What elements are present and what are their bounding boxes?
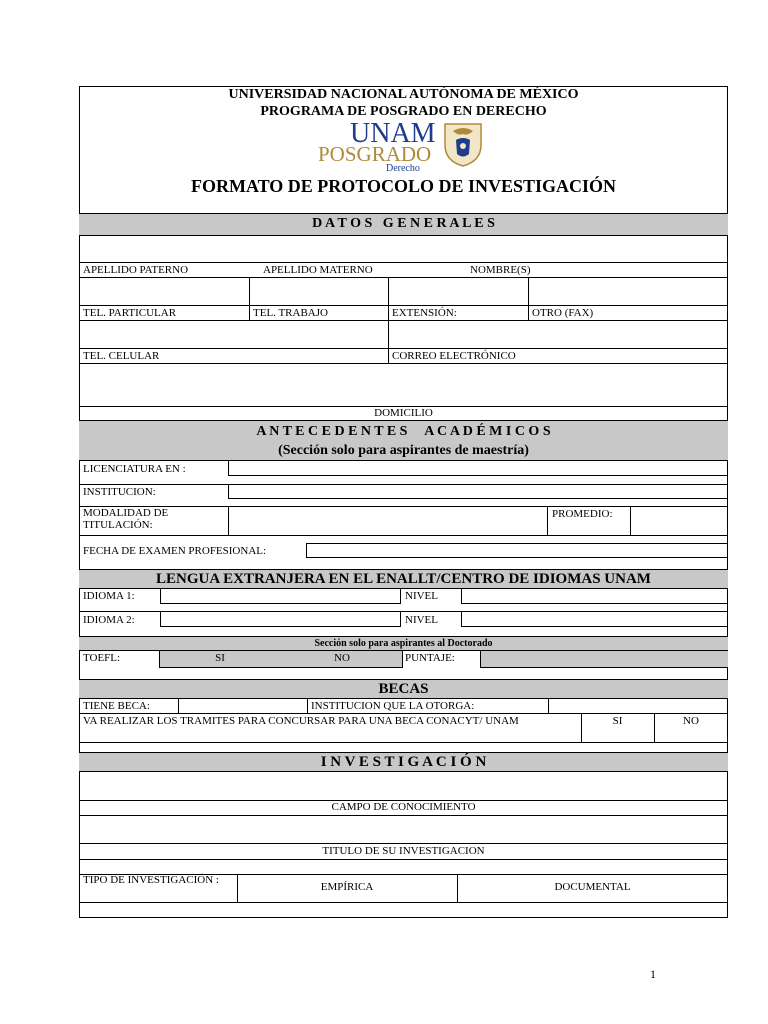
section-lengua-extranjera [79,569,728,589]
institucion-otorga-field[interactable] [548,699,728,713]
page-number: 1 [650,967,656,981]
label-nombre: NOMBRE(S) [470,264,531,276]
label-nivel2: NIVEL [405,614,438,626]
beca-si-option[interactable]: SI [612,715,623,727]
institucion-field[interactable] [228,484,728,499]
label-otro-fax: OTRO (FAX) [532,307,594,319]
unam-shield-icon [442,121,484,167]
program-name: PROGRAMA DE POSGRADO EN DERECHO [260,104,547,119]
label-tramites-conacyt: VA REALIZAR LOS TRAMITES PARA CONCURSAR PARA UNA BECA CONACYT/ UNAM [83,715,519,727]
section-heading: Sección solo para aspirantes al Doctorado [314,638,493,649]
logo-unam-text: UNAM [350,118,436,149]
section-heading: BECAS [378,681,429,697]
section-heading: D A T O S G E N E R A L E S [312,216,495,231]
label-tiene-beca: TIENE BECA: [83,700,150,712]
section-heading: I N V E S T I G A C I Ó N [320,754,487,770]
label-tel-particular: TEL. PARTICULAR [83,307,177,319]
section-antecedentes [79,420,728,461]
beca-no-option[interactable]: NO [683,715,699,727]
label-institucion-otorga: INSTITUCION QUE LA OTORGA: [311,700,475,712]
section-doctorado [79,636,728,651]
nivel1-field[interactable] [461,589,728,604]
label-licenciatura: LICENCIATURA EN : [83,463,186,475]
label-tel-trabajo: TEL. TRABAJO [253,307,328,319]
label-institucion: INSTITUCION: [83,486,156,498]
label-modalidad: MODALIDAD DE TITULACIÓN: [83,507,169,531]
titulo-investigacion-field[interactable] [79,815,728,843]
label-promedio: PROMEDIO: [552,508,613,520]
label-tipo-investigacion: TIPO DE INVESTIGACIÓN : [83,874,219,886]
label-toefl: TOEFL: [83,652,121,664]
section-datos-generales [79,213,728,236]
licenciatura-field[interactable] [228,461,728,476]
modalidad-field[interactable] [228,506,548,535]
fecha-examen-field[interactable] [306,543,728,558]
label-puntaje: PUNTAJE: [405,652,455,664]
toefl-no-option[interactable]: NO [334,652,350,664]
label-fecha-examen: FECHA DE EXAMEN PROFESIONAL: [83,545,267,557]
section-investigacion [79,752,728,772]
tiene-beca-field[interactable] [178,699,308,713]
nivel2-field[interactable] [461,611,728,627]
logo-posgrado-text: POSGRADO [318,142,432,166]
label-correo: CORREO ELECTRÓNICO [392,350,516,362]
label-apellido-paterno: APELLIDO PATERNO [83,264,189,276]
label-apellido-materno: APELLIDO MATERNO [263,264,373,276]
puntaje-field[interactable] [480,651,728,668]
label-titulo-investigacion: TITULO DE SU INVESTIGACION [322,845,485,857]
tipo-documental-option[interactable]: DOCUMENTAL [554,881,631,893]
section-heading: LENGUA EXTRANJERA EN EL ENALLT/CENTRO DE IDIOMAS UNAM [156,571,651,587]
logo-derecho-text: Derecho [386,163,420,174]
label-idioma2: IDIOMA 2: [83,614,135,626]
idioma1-field[interactable] [160,589,401,604]
label-domicilio: DOMICILIO [374,407,433,419]
label-nivel1: NIVEL [405,590,438,602]
label-campo-conocimiento: CAMPO DE CONOCIMIENTO [331,801,476,813]
section-becas [79,679,728,699]
section-subheading: (Sección solo para aspirantes de maestría) [278,443,529,458]
idioma2-field[interactable] [160,611,401,627]
tipo-empirica-option[interactable]: EMPÍRICA [320,881,374,893]
toefl-si-option[interactable]: SI [215,652,225,664]
unam-posgrado-logo [318,118,488,177]
form-title: FORMATO DE PROTOCOLO DE INVESTIGACIÓN [190,176,617,196]
label-extension: EXTENSIÓN: [392,307,457,319]
label-tel-celular: TEL. CELULAR [83,350,160,362]
promedio-field[interactable] [630,506,728,535]
label-idioma1: IDIOMA 1: [83,590,135,602]
university-name: UNIVERSIDAD NACIONAL AUTÓNOMA DE MÉXICO [228,87,579,102]
section-heading: A N T E C E D E N T E S A C A D É M I C O S [256,424,551,439]
campo-conocimiento-field[interactable] [79,772,728,800]
